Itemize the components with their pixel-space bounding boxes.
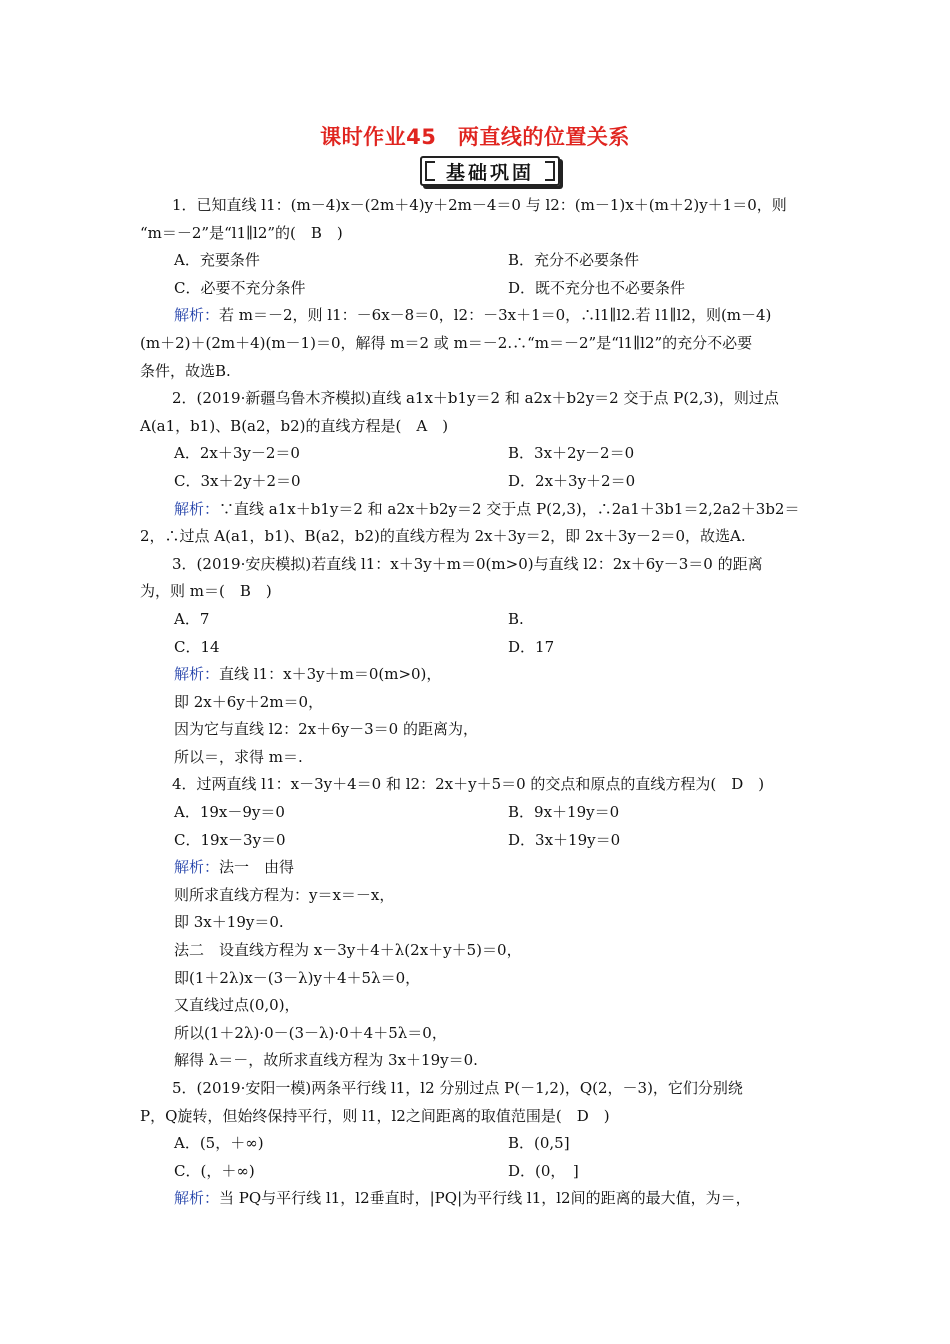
q3-solution-line-2: 即 2x＋6y＋2m＝0， bbox=[174, 692, 324, 711]
q1-option-b: B．充分不必要条件 bbox=[508, 251, 640, 270]
q2-solution-line-2: 2，∴过点 A(a1，b1)、B(a2，b2)的直线方程为 2x＋3y＝2，即 2x＋3y－2＝0，故选A. bbox=[140, 527, 746, 546]
q4-solution-line-5: 即(1＋2λ)x－(3－λ)y＋4＋5λ＝0， bbox=[174, 968, 421, 987]
q3-option-d: D．17 bbox=[508, 637, 555, 656]
q3-solution-line-1 bbox=[140, 661, 812, 689]
jiexi-label: 解析： bbox=[174, 665, 220, 684]
q2-solution-line-1 bbox=[140, 496, 812, 524]
q4-solution-line-2: 则所求直线方程为：y＝x＝－x， bbox=[174, 885, 395, 904]
q4-solution-text-1: 法一 由得 bbox=[219, 858, 295, 877]
q5-solution-text-1: 当 PQ与平行线 l1，l2垂直时，|PQ|为平行线 l1，l2间的距离的最大值，为＝， bbox=[219, 1189, 751, 1208]
q4-option-d: D．3x＋19y＝0 bbox=[508, 830, 621, 849]
q1-stem-line-2: “m＝－2”是“l1∥l2”的( B ) bbox=[140, 223, 343, 242]
q4-option-a: A．19x－9y＝0 bbox=[174, 803, 285, 822]
jiexi-label: 解析： bbox=[174, 499, 220, 518]
q1-option-d: D．既不充分也不必要条件 bbox=[508, 278, 686, 297]
page-title: 课时作业45 两直线的位置关系 bbox=[320, 125, 630, 149]
q3-option-b: B. bbox=[508, 609, 524, 628]
q3-stem-line-2: 为，则 m＝( B ) bbox=[140, 582, 272, 601]
q5-stem-line-2: P，Q旋转，但始终保持平行，则 l1，l2之间距离的取值范围是( D ) bbox=[140, 1106, 610, 1125]
q3-solution-text-1: 直线 l1：x＋3y＋m＝0(m>0)， bbox=[219, 665, 442, 684]
jiexi-label: 解析： bbox=[174, 858, 220, 877]
q4-stem-line-1: 4．过两直线 l1：x－3y＋4＝0 和 l2：2x＋y＋5＝0 的交点和原点的直线方程为( D ) bbox=[172, 775, 765, 794]
q5-options-row-1 bbox=[140, 1130, 812, 1158]
q4-solution-line-6: 又直线过点(0,0)， bbox=[174, 996, 300, 1015]
document-body bbox=[140, 192, 812, 1213]
q1-solution-line-1 bbox=[140, 302, 812, 330]
q3-stem-line-1: 3．(2019·安庆模拟)若直线 l1：x＋3y＋m＝0(m>0)与直线 l2：2x＋6y－3＝0 的距离 bbox=[172, 554, 763, 573]
jiexi-label: 解析： bbox=[174, 306, 220, 325]
q4-solution-line-1 bbox=[140, 854, 812, 882]
q5-stem-line-1: 5．(2019·安阳一模)两条平行线 l1，l2 分别过点 P(－1,2)，Q(2，－3)，它们分别绕 bbox=[172, 1079, 743, 1097]
q3-options-row-1 bbox=[140, 606, 812, 634]
q2-option-a: A．2x＋3y－2＝0 bbox=[174, 444, 300, 463]
q4-solution-line-7: 所以(1＋2λ)·0－(3－λ)·0＋4＋5λ＝0， bbox=[174, 1023, 447, 1042]
q4-solution-line-3: 即 3x＋19y＝0. bbox=[174, 913, 284, 932]
q3-solution-line-4: 所以＝，求得 m＝. bbox=[174, 747, 303, 766]
q4-options-row-2 bbox=[140, 827, 812, 855]
q2-solution-text-1: ∵直线 a1x＋b1y＝2 和 a2x＋b2y＝2 交于点 P(2,3)，∴2a1＋3b1＝2,2a2＋3b2＝ bbox=[219, 499, 800, 518]
q1-solution-line-2: (m＋2)＋(2m＋4)(m－1)＝0，解得 m＝2 或 m＝－2.∴“m＝－2”是“l1∥l2”的充分不必要 bbox=[140, 333, 753, 352]
q1-options-row-1 bbox=[140, 247, 812, 275]
q1-stem-line-1: 1．已知直线 l1：(m－4)x－(2m＋4)y＋2m－4＝0 与 l2：(m－1)x＋(m＋2)y＋1＝0，则 bbox=[172, 196, 787, 214]
q2-stem-line-2: A(a1，b1)、B(a2，b2)的直线方程是( A ) bbox=[140, 416, 449, 435]
section-badge: 基础巩固 bbox=[420, 156, 560, 186]
q2-option-b: B．3x＋2y－2＝0 bbox=[508, 444, 635, 463]
q5-solution-line-1 bbox=[140, 1185, 812, 1213]
q1-option-a: A．充要条件 bbox=[174, 251, 260, 270]
q1-option-c: C．必要不充分条件 bbox=[174, 278, 306, 297]
q4-option-b: B．9x＋19y＝0 bbox=[508, 803, 620, 822]
jiexi-label: 解析： bbox=[174, 1189, 220, 1208]
q4-option-c: C．19x－3y＝0 bbox=[174, 830, 286, 849]
q5-option-d: D．(0， ] bbox=[508, 1161, 579, 1180]
q2-option-c: C．3x＋2y＋2＝0 bbox=[174, 471, 301, 490]
q2-stem-line-1: 2．(2019·新疆乌鲁木齐模拟)直线 a1x＋b1y＝2 和 a2x＋b2y＝2 交于点 P(2,3)，则过点 bbox=[172, 389, 779, 408]
q3-option-a: A．7 bbox=[174, 609, 210, 628]
q5-option-a: A．(5，＋∞) bbox=[174, 1134, 264, 1153]
q3-options-row-2 bbox=[140, 634, 812, 662]
q2-option-d: D．2x＋3y＋2＝0 bbox=[508, 471, 636, 490]
q4-solution-line-4: 法二 设直线方程为 x－3y＋4＋λ(2x＋y＋5)＝0， bbox=[174, 941, 522, 960]
q4-solution-line-8: 解得 λ＝－，故所求直线方程为 3x＋19y＝0. bbox=[174, 1051, 478, 1070]
q5-option-c: C．(，＋∞) bbox=[174, 1161, 255, 1180]
q1-solution-text-1: 若 m＝－2，则 l1：－6x－8＝0，l2：－3x＋1＝0，∴l1∥l2.若 l1∥l2，则(m－4) bbox=[219, 306, 772, 325]
q5-options-row-2 bbox=[140, 1158, 812, 1186]
q2-options-row-2 bbox=[140, 468, 812, 496]
q1-options-row-2 bbox=[140, 275, 812, 303]
q5-option-b: B．(0,5] bbox=[508, 1134, 570, 1153]
q4-options-row-1 bbox=[140, 799, 812, 827]
q2-options-row-1 bbox=[140, 440, 812, 468]
q3-solution-line-3: 因为它与直线 l2：2x＋6y－3＝0 的距离为， bbox=[174, 720, 478, 739]
q3-option-c: C．14 bbox=[174, 637, 220, 656]
q1-solution-line-3: 条件，故选B. bbox=[140, 361, 231, 380]
